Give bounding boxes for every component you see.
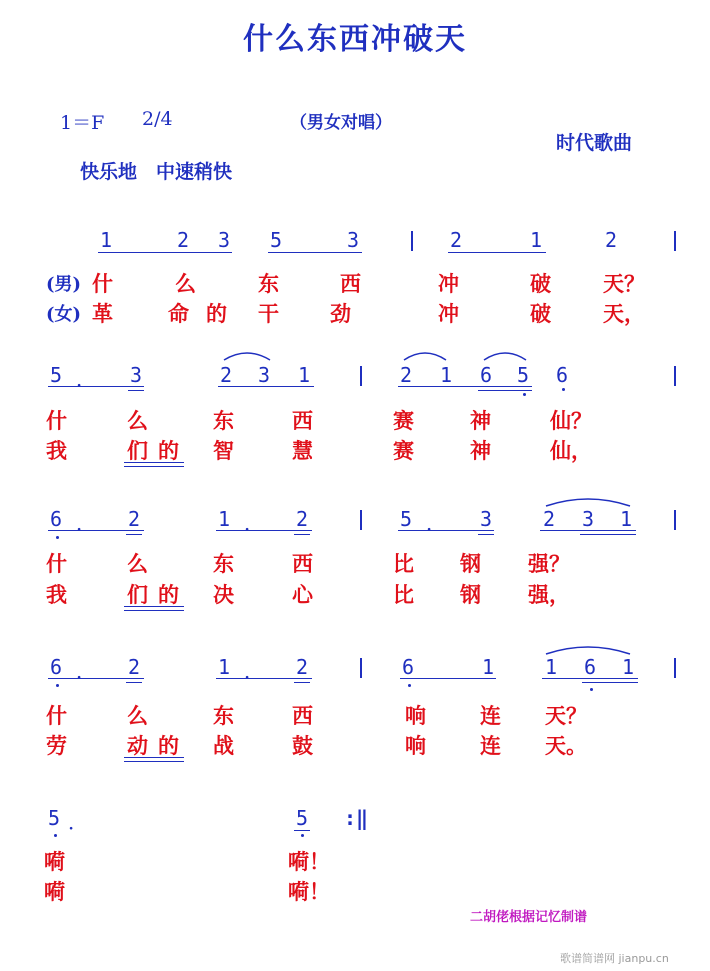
melisma-underline bbox=[124, 606, 184, 607]
lyric: 动 bbox=[127, 733, 148, 758]
lyric: 神 bbox=[470, 408, 491, 433]
dotted-note-mark: ． bbox=[76, 659, 96, 683]
lyric: 的 bbox=[206, 301, 227, 326]
melisma-underline bbox=[124, 610, 184, 611]
underline bbox=[218, 386, 314, 387]
note: 2 bbox=[543, 507, 556, 531]
underline bbox=[126, 534, 142, 535]
dotted-note-mark: ． bbox=[76, 511, 96, 535]
lyric: 鼓 bbox=[292, 733, 313, 758]
note: 1 bbox=[482, 655, 495, 679]
arranger-credit: 二胡佬根据记忆制谱 bbox=[470, 910, 588, 925]
underline bbox=[268, 252, 362, 253]
lyric: 的 bbox=[158, 438, 179, 463]
lyric: 西 bbox=[292, 551, 313, 576]
lyric: 们 bbox=[127, 438, 148, 463]
note: 3 bbox=[582, 507, 595, 531]
note: 3 bbox=[218, 228, 231, 252]
note: 1 bbox=[620, 507, 633, 531]
lyric: 干 bbox=[258, 301, 279, 326]
lyric: 什 bbox=[46, 551, 67, 576]
lyric: 钢 bbox=[460, 551, 481, 576]
lyric: 智 bbox=[213, 438, 234, 463]
note: 1 bbox=[298, 363, 311, 387]
lyric: 响 bbox=[405, 703, 426, 728]
lyric: 连 bbox=[480, 733, 501, 758]
lyric: 什 bbox=[46, 408, 67, 433]
underline bbox=[398, 530, 494, 531]
lyric: 赛 bbox=[393, 438, 414, 463]
dotted-note-mark: ． bbox=[244, 511, 264, 535]
lower-octave-dot bbox=[562, 388, 565, 391]
note: 2 bbox=[128, 655, 141, 679]
lyric: 西 bbox=[340, 271, 361, 296]
underline bbox=[48, 386, 144, 387]
underline bbox=[294, 830, 310, 831]
note: 1 bbox=[622, 655, 635, 679]
bar-line bbox=[360, 510, 362, 530]
lower-octave-dot bbox=[408, 684, 411, 687]
lyric: 劳 bbox=[46, 733, 67, 758]
note: 5 bbox=[400, 507, 413, 531]
note: 3 bbox=[480, 507, 493, 531]
lyric: 嗬！ bbox=[288, 879, 330, 904]
lyric: 比 bbox=[393, 551, 414, 576]
lyric: 仙？ bbox=[550, 408, 592, 433]
lyric: 什 bbox=[92, 271, 113, 296]
underline bbox=[542, 678, 638, 679]
lyric: 么 bbox=[127, 703, 148, 728]
lyric: 嗬 bbox=[44, 849, 65, 874]
slur bbox=[222, 348, 272, 362]
melisma-underline bbox=[124, 466, 184, 467]
underline bbox=[540, 530, 636, 531]
lower-octave-dot bbox=[54, 834, 57, 837]
note: 1 bbox=[218, 655, 231, 679]
underline bbox=[98, 252, 232, 253]
lower-octave-dot bbox=[523, 393, 526, 396]
bar-line bbox=[411, 231, 413, 251]
lyric: 破 bbox=[530, 271, 551, 296]
underline bbox=[398, 386, 532, 387]
note: 3 bbox=[130, 363, 143, 387]
lyric: 命 bbox=[168, 301, 189, 326]
melisma-underline bbox=[124, 757, 184, 758]
lyric: 决 bbox=[213, 582, 234, 607]
page-title: 什么东西冲破天 bbox=[243, 22, 467, 57]
note: 1 bbox=[545, 655, 558, 679]
underline bbox=[128, 390, 144, 391]
underline bbox=[478, 534, 494, 535]
lyric: 的 bbox=[158, 733, 179, 758]
slur bbox=[402, 348, 448, 362]
lyric: 么 bbox=[127, 408, 148, 433]
underline bbox=[48, 678, 144, 679]
lyric: 天。 bbox=[545, 733, 587, 758]
lyric: 嗬 bbox=[44, 879, 65, 904]
dotted-note-mark: ． bbox=[76, 367, 96, 391]
lyric: 东 bbox=[258, 271, 279, 296]
lyric: 战 bbox=[213, 733, 234, 758]
repeat-end-sign: :‖ bbox=[344, 806, 369, 830]
bar-line bbox=[360, 366, 362, 386]
lyric: 冲 bbox=[438, 301, 459, 326]
note: 3 bbox=[347, 228, 360, 252]
lyric: 的 bbox=[158, 582, 179, 607]
lyric: 劲 bbox=[330, 301, 351, 326]
note: 5 bbox=[270, 228, 283, 252]
note: 3 bbox=[258, 363, 271, 387]
lyric: 天， bbox=[603, 301, 645, 326]
lyric: 赛 bbox=[393, 408, 414, 433]
bar-line bbox=[674, 366, 676, 386]
note: 5 bbox=[296, 806, 309, 830]
note: 6 bbox=[402, 655, 415, 679]
lyric: 我 bbox=[46, 438, 67, 463]
lyric: 响 bbox=[405, 733, 426, 758]
dotted-note-mark: ． bbox=[68, 810, 88, 834]
note: 5 bbox=[48, 806, 61, 830]
underline bbox=[582, 682, 638, 683]
note: 5 bbox=[517, 363, 530, 387]
note: 1 bbox=[100, 228, 113, 252]
note: 2 bbox=[220, 363, 233, 387]
lyric: 们 bbox=[127, 582, 148, 607]
note: 2 bbox=[177, 228, 190, 252]
lyric: 什 bbox=[46, 703, 67, 728]
lyric: 强？ bbox=[528, 551, 570, 576]
key-signature: 1＝F bbox=[60, 112, 105, 134]
lyric: 天？ bbox=[603, 271, 645, 296]
note: 5 bbox=[50, 363, 63, 387]
note: 2 bbox=[296, 507, 309, 531]
lyric: 么 bbox=[175, 271, 196, 296]
underline bbox=[294, 534, 310, 535]
lower-octave-dot bbox=[56, 684, 59, 687]
underline bbox=[400, 678, 496, 679]
lyric: 钢 bbox=[460, 582, 481, 607]
note: 2 bbox=[450, 228, 463, 252]
underline bbox=[478, 390, 532, 391]
lyric: 东 bbox=[213, 408, 234, 433]
note: 2 bbox=[296, 655, 309, 679]
note: 6 bbox=[556, 363, 569, 387]
genre-label: 时代歌曲 bbox=[556, 132, 633, 154]
lyric: 比 bbox=[393, 582, 414, 607]
note: 2 bbox=[605, 228, 618, 252]
note: 1 bbox=[440, 363, 453, 387]
voice-label-male: (男) bbox=[46, 274, 82, 295]
performance-note: （男女对唱） bbox=[290, 113, 392, 133]
lyric: 破 bbox=[530, 301, 551, 326]
underline bbox=[216, 678, 312, 679]
note: 6 bbox=[50, 655, 63, 679]
underline bbox=[48, 530, 144, 531]
lyric: 革 bbox=[92, 301, 113, 326]
underline bbox=[294, 682, 310, 683]
lyric: 西 bbox=[292, 408, 313, 433]
note: 6 bbox=[584, 655, 597, 679]
slur bbox=[544, 642, 632, 656]
voice-label-female: (女) bbox=[46, 304, 82, 325]
bar-line bbox=[360, 658, 362, 678]
lyric: 东 bbox=[213, 703, 234, 728]
bar-line bbox=[674, 510, 676, 530]
lyric: 心 bbox=[292, 582, 313, 607]
bar-line bbox=[674, 231, 676, 251]
note: 1 bbox=[530, 228, 543, 252]
underline bbox=[580, 534, 636, 535]
watermark: 歌谱简谱网 jianpu.cn bbox=[560, 952, 669, 965]
melisma-underline bbox=[124, 462, 184, 463]
dotted-note-mark: ． bbox=[426, 511, 446, 535]
lyric: 仙， bbox=[550, 438, 592, 463]
lyric: 慧 bbox=[292, 438, 313, 463]
lower-octave-dot bbox=[301, 834, 304, 837]
lyric: 我 bbox=[46, 582, 67, 607]
tempo-marking: 快乐地 中速稍快 bbox=[80, 161, 233, 183]
lower-octave-dot bbox=[56, 536, 59, 539]
slur bbox=[482, 348, 528, 362]
underline bbox=[448, 252, 546, 253]
time-signature: 2/4 bbox=[142, 108, 173, 130]
slur bbox=[544, 494, 632, 508]
note: 1 bbox=[218, 507, 231, 531]
note: 2 bbox=[400, 363, 413, 387]
underline bbox=[216, 530, 312, 531]
note: 2 bbox=[128, 507, 141, 531]
melisma-underline bbox=[124, 761, 184, 762]
bar-line bbox=[674, 658, 676, 678]
underline bbox=[126, 682, 142, 683]
lyric: 冲 bbox=[438, 271, 459, 296]
lower-octave-dot bbox=[590, 688, 593, 691]
lyric: 天？ bbox=[545, 703, 587, 728]
note: 6 bbox=[50, 507, 63, 531]
note: 6 bbox=[480, 363, 493, 387]
lyric: 西 bbox=[292, 703, 313, 728]
lyric: 东 bbox=[213, 551, 234, 576]
lyric: 强， bbox=[528, 582, 570, 607]
lyric: 神 bbox=[470, 438, 491, 463]
lyric: 嗬！ bbox=[288, 849, 330, 874]
lyric: 连 bbox=[480, 703, 501, 728]
lyric: 么 bbox=[127, 551, 148, 576]
dotted-note-mark: ． bbox=[244, 659, 264, 683]
